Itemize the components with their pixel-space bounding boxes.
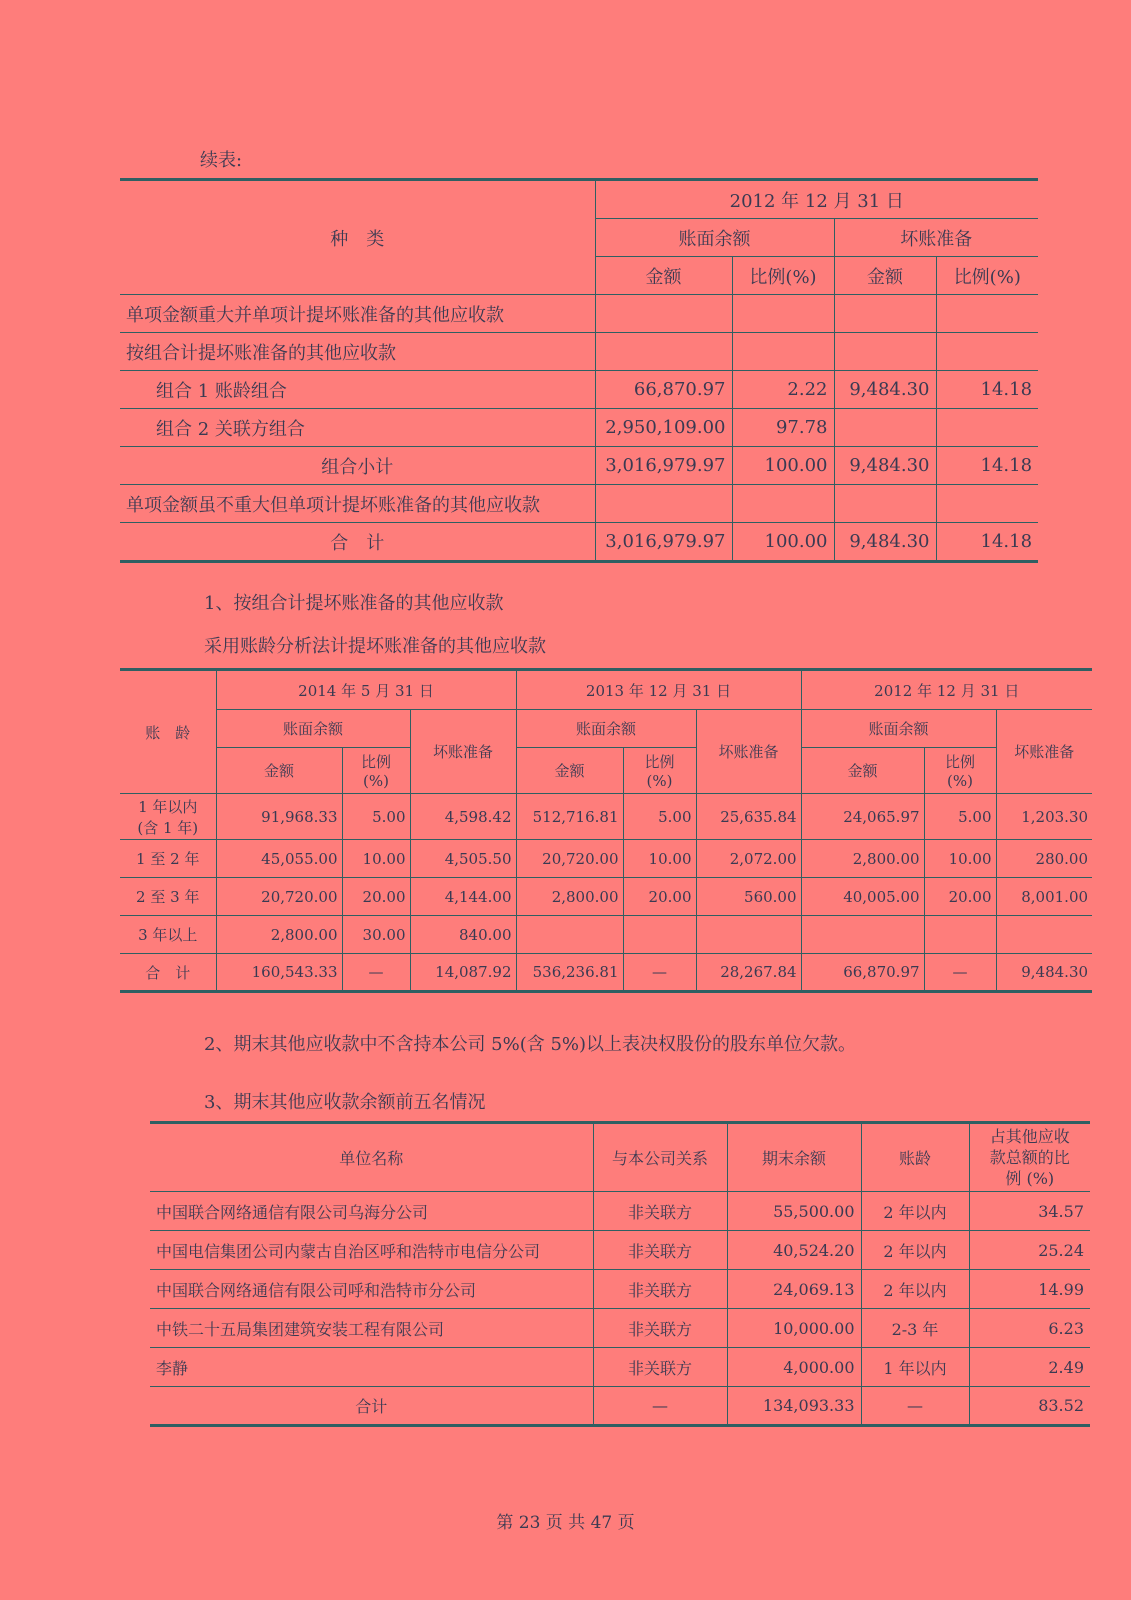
cell: 3,016,979.97 [595,447,732,485]
ratio-header-line: 占其他应收 [989,1127,1070,1146]
cell: 2,800.00 [216,916,342,954]
age-cell: 3 年以上 [120,916,216,954]
table-row [120,295,1038,333]
row-name: 组合小计 [120,447,595,485]
book-balance-header: 账面余额 [216,710,410,748]
ratio-line: 比例 [360,753,391,771]
cell [936,295,1038,333]
ratio: 14.99 [969,1270,1090,1309]
cell: 9,484.30 [834,447,936,485]
continued-label: 续表: [200,150,243,171]
table-row [120,333,1038,371]
cell: 4,144.00 [410,878,516,916]
table-row-total [150,1387,1090,1426]
cell: 10.00 [924,840,996,878]
balance: 40,524.20 [727,1231,861,1270]
age: 2 年以内 [861,1192,969,1231]
balance: 10,000.00 [727,1309,861,1348]
cell: 20,720.00 [516,840,623,878]
table-row-total [120,954,1092,992]
type-header: 种 类 [120,180,595,295]
cell [936,485,1038,523]
ratio-header: 比例(%) [732,257,834,295]
cell [623,916,696,954]
cell: 20,720.00 [216,878,342,916]
table-row-total [120,523,1038,562]
cell: 45,055.00 [216,840,342,878]
cell: 3,016,979.97 [595,523,732,562]
bad-debt-header: 坏账准备 [996,710,1092,794]
ratio-unit: (%) [646,772,673,790]
aging-analysis-table [120,668,1092,993]
age: — [861,1387,969,1426]
balance-header: 期末余额 [727,1123,861,1192]
cell: 20.00 [623,878,696,916]
row-name: 按组合计提坏账准备的其他应收款 [120,333,595,371]
cell [996,916,1092,954]
bad-debt-classification-table [120,178,1038,563]
ratio-header-line: 款总额的比 [989,1148,1070,1167]
balance: 134,093.33 [727,1387,861,1426]
cell: — [924,954,996,992]
date-header: 2014 年 5 月 31 日 [216,670,516,710]
table-row [120,485,1038,523]
ratio-unit: (%) [947,772,974,790]
age-cell [120,794,216,840]
ratio-header-line: 例 (%) [1005,1169,1055,1188]
cell: — [342,954,410,992]
cell: 2,950,109.00 [595,409,732,447]
cell: 2,072.00 [696,840,801,878]
cell: 100.00 [732,523,834,562]
cell [834,485,936,523]
age-cell: 1 至 2 年 [120,840,216,878]
row-name: 组合 2 关联方组合 [120,409,595,447]
cell [595,485,732,523]
cell: 2,800.00 [516,878,623,916]
cell [834,333,936,371]
relation: 非关联方 [593,1270,727,1309]
section-3-title: 3、期末其他应收款余额前五名情况 [204,1092,486,1113]
cell [834,295,936,333]
cell: 536,236.81 [516,954,623,992]
unit-name-header: 单位名称 [150,1123,593,1192]
row-name: 单项金额虽不重大但单项计提坏账准备的其他应收款 [120,485,595,523]
ratio-header [924,748,996,794]
cell: 10.00 [623,840,696,878]
relation: 非关联方 [593,1192,727,1231]
cell [936,409,1038,447]
table-row [150,1348,1090,1387]
cell: 30.00 [342,916,410,954]
cell: 5.00 [342,794,410,840]
cell: 9,484.30 [834,371,936,409]
ratio-line: 比例 [644,753,675,771]
cell: 5.00 [924,794,996,840]
age-line: 1 年以内 [138,797,198,816]
cell: 512,716.81 [516,794,623,840]
date-header: 2012 年 12 月 31 日 [595,180,1038,219]
age-header: 账 龄 [120,670,216,794]
cell: 14.18 [936,371,1038,409]
cell: 66,870.97 [801,954,924,992]
row-name: 合 计 [120,523,595,562]
ratio-unit: (%) [363,772,389,790]
age: 1 年以内 [861,1348,969,1387]
cell: 9,484.30 [996,954,1092,992]
age: 2 年以内 [861,1231,969,1270]
cell [595,295,732,333]
ratio: 34.57 [969,1192,1090,1231]
table-row [120,794,1092,840]
unit-name: 中国联合网络通信有限公司呼和浩特市分公司 [150,1270,593,1309]
book-balance-header: 账面余额 [801,710,996,748]
cell [595,333,732,371]
cell: 91,968.33 [216,794,342,840]
amount-header: 金额 [216,748,342,794]
book-balance-header: 账面余额 [595,219,834,257]
cell: 280.00 [996,840,1092,878]
table-row [120,447,1038,485]
cell [936,333,1038,371]
age: 2-3 年 [861,1309,969,1348]
balance: 24,069.13 [727,1270,861,1309]
ratio: 25.24 [969,1231,1090,1270]
cell: 14.18 [936,447,1038,485]
ratio: 6.23 [969,1309,1090,1348]
cell: 9,484.30 [834,523,936,562]
table-row [150,1231,1090,1270]
age: 2 年以内 [861,1270,969,1309]
ratio-header [342,748,410,794]
age-cell: 2 至 3 年 [120,878,216,916]
cell [696,916,801,954]
section-2-title: 2、期末其他应收款中不含持本公司 5%(含 5%)以上表决权股份的股东单位欠款。 [204,1034,857,1055]
cell: 840.00 [410,916,516,954]
unit-name: 李静 [150,1348,593,1387]
row-name: 单项金额重大并单项计提坏账准备的其他应收款 [120,295,595,333]
cell: 40,005.00 [801,878,924,916]
amount-header: 金额 [834,257,936,295]
unit-name: 中国联合网络通信有限公司乌海分公司 [150,1192,593,1231]
unit-name: 中国电信集团公司内蒙古自治区呼和浩特市电信分公司 [150,1231,593,1270]
row-name: 组合 1 账龄组合 [120,371,595,409]
relation: 非关联方 [593,1231,727,1270]
cell: 5.00 [623,794,696,840]
cell: 14.18 [936,523,1038,562]
balance: 55,500.00 [727,1192,861,1231]
amount-header: 金额 [595,257,732,295]
cell [801,916,924,954]
table-row [120,840,1092,878]
cell: — [623,954,696,992]
ratio-header: 比例(%) [936,257,1038,295]
cell: 10.00 [342,840,410,878]
cell: 4,598.42 [410,794,516,840]
table-row [120,878,1092,916]
relation: 非关联方 [593,1348,727,1387]
cell: 8,001.00 [996,878,1092,916]
cell: 1,203.30 [996,794,1092,840]
cell: 4,505.50 [410,840,516,878]
cell [924,916,996,954]
section-1-title: 1、按组合计提坏账准备的其他应收款 [204,593,504,614]
relation: 非关联方 [593,1309,727,1348]
cell: 14,087.92 [410,954,516,992]
cell: 100.00 [732,447,834,485]
amount-header: 金额 [516,748,623,794]
cell: 560.00 [696,878,801,916]
table-row [120,371,1038,409]
table-row [120,916,1092,954]
cell [516,916,623,954]
unit-name: 中铁二十五局集团建筑安装工程有限公司 [150,1309,593,1348]
table-row [150,1309,1090,1348]
table-row [150,1270,1090,1309]
table-row [120,409,1038,447]
top-five-receivables-table [150,1121,1090,1427]
relation: — [593,1387,727,1426]
cell [834,409,936,447]
cell [732,295,834,333]
unit-name: 合计 [150,1387,593,1426]
cell: 25,635.84 [696,794,801,840]
ratio: 2.49 [969,1348,1090,1387]
table-row [150,1192,1090,1231]
date-header: 2013 年 12 月 31 日 [516,670,801,710]
ratio-header [969,1123,1090,1192]
age-line: (含 1 年) [137,818,199,837]
date-header: 2012 年 12 月 31 日 [801,670,1092,710]
age-cell: 合 计 [120,954,216,992]
cell: 66,870.97 [595,371,732,409]
cell: 2,800.00 [801,840,924,878]
section-1-subtitle: 采用账龄分析法计提坏账准备的其他应收款 [204,636,546,657]
balance: 4,000.00 [727,1348,861,1387]
bad-debt-header: 坏账准备 [410,710,516,794]
cell [732,485,834,523]
ratio-header [623,748,696,794]
amount-header: 金额 [801,748,924,794]
page-number: 第 23 页 共 47 页 [496,1513,635,1533]
cell [732,333,834,371]
cell: 28,267.84 [696,954,801,992]
relation-header: 与本公司关系 [593,1123,727,1192]
age-header: 账龄 [861,1123,969,1192]
cell: 97.78 [732,409,834,447]
book-balance-header: 账面余额 [516,710,696,748]
bad-debt-header: 坏账准备 [696,710,801,794]
bad-debt-header: 坏账准备 [834,219,1038,257]
cell: 20.00 [924,878,996,916]
ratio-line: 比例 [945,753,976,771]
cell: 24,065.97 [801,794,924,840]
ratio: 83.52 [969,1387,1090,1426]
cell: 20.00 [342,878,410,916]
cell: 2.22 [732,371,834,409]
cell: 160,543.33 [216,954,342,992]
